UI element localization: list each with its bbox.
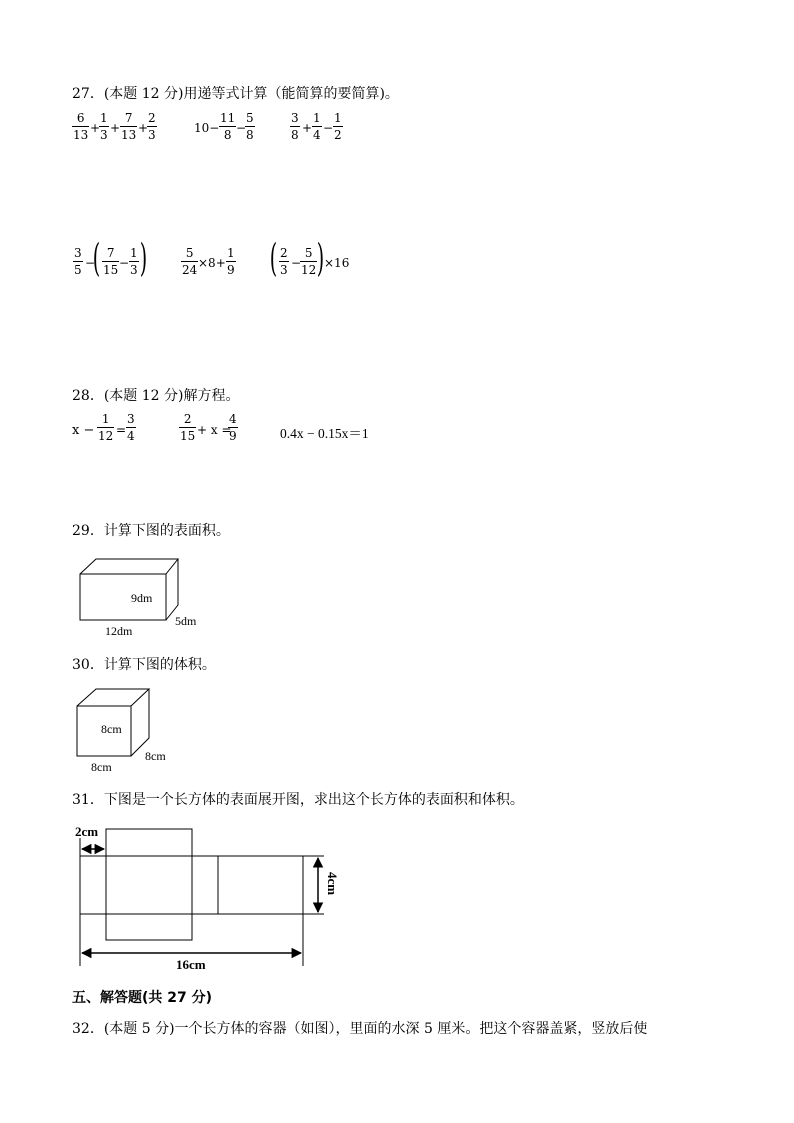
fraction: $\frac{5}{8}$ (246, 111, 254, 142)
left-parenthesis: ( (92, 236, 101, 280)
operator: + x = (197, 423, 232, 437)
q27-label: 27．(本题 12 分)用递等式计算（能简算的要简算)。 (72, 86, 399, 102)
fraction: $\frac{2}{3}$ (280, 246, 288, 277)
operator: ×8+ (198, 256, 226, 270)
fraction: $\frac{1}{3}$ (100, 111, 108, 142)
q28-equation-3: 0.4x − 0.15x＝1 (280, 426, 369, 441)
q31-label: 31．下图是一个长方体的表面展开图，求出这个长方体的表面积和体积。 (72, 792, 524, 808)
operator: 10− (194, 121, 220, 135)
operator: − (291, 256, 302, 270)
operator: − (236, 121, 247, 135)
fraction: $\frac{1}{2}$ (334, 111, 342, 142)
dimension-label-bottom: 16cm (176, 957, 206, 972)
operator: ×16 (324, 256, 350, 270)
right-parenthesis: ) (316, 236, 325, 280)
operator: = (116, 423, 127, 437)
cuboid-side-face (166, 559, 178, 620)
fraction: $\frac{3}{8}$ (291, 111, 299, 142)
q28-label: 28．(本题 12 分)解方程。 (72, 388, 240, 404)
fraction: $\frac{1}{9}$ (227, 246, 235, 277)
operator: − (85, 256, 96, 270)
cuboid-front-face (80, 574, 166, 620)
operator: x − (72, 423, 95, 438)
width-label: 5dm (175, 614, 197, 628)
length-label: 12dm (105, 624, 133, 638)
net-top-bottom-faces (106, 829, 192, 940)
fraction: $\frac{5}{24}$ (182, 246, 198, 277)
fraction: $\frac{1}{3}$ (130, 246, 138, 277)
fraction: $\frac{2}{3}$ (148, 111, 156, 142)
fraction: $\frac{7}{15}$ (103, 246, 119, 277)
cuboid-top-face (80, 559, 178, 574)
fraction: $\frac{1}{4}$ (313, 111, 321, 142)
operator: − (119, 256, 130, 270)
fraction: $\frac{2}{15}$ (180, 412, 196, 443)
fraction: $\frac{7}{13}$ (121, 111, 137, 142)
fraction: $\frac{3}{5}$ (74, 246, 82, 277)
operator: − (323, 121, 334, 135)
left-parenthesis: ( (269, 236, 278, 280)
fraction: $\frac{4}{9}$ (229, 412, 237, 443)
dimension-label-top: 2cm (75, 824, 99, 839)
operator: + (90, 121, 101, 135)
section-heading: 五、解答题(共 27 分) (72, 990, 213, 1006)
dimension-label-side: 4cm (325, 872, 340, 896)
cube-figure (70, 684, 190, 774)
operator: + (302, 121, 313, 135)
fraction: $\frac{5}{12}$ (301, 246, 317, 277)
q30-label: 30．计算下图的体积。 (72, 657, 216, 673)
net-diagram (70, 818, 350, 978)
cube-side-face (131, 689, 149, 756)
length-label: 8cm (91, 760, 112, 774)
operator: + (110, 121, 121, 135)
fraction: $\frac{11}{8}$ (220, 111, 236, 142)
height-label: 9dm (131, 591, 153, 605)
cube-top-face (77, 689, 149, 706)
fraction: $\frac{1}{12}$ (98, 412, 114, 443)
q29-label: 29．计算下图的表面积。 (72, 523, 230, 539)
width-label: 8cm (145, 749, 166, 763)
cuboid-figure (70, 552, 220, 642)
q32-label: 32．(本题 5 分)一个长方体的容器（如图），里面的水深 5 厘米。把这个容器盖紧，竖放后使 (72, 1021, 648, 1037)
operator: + (138, 121, 149, 135)
height-label: 8cm (101, 722, 122, 736)
fraction: $\frac{3}{4}$ (127, 412, 135, 443)
right-parenthesis: ) (139, 236, 148, 280)
fraction: $\frac{6}{13}$ (73, 111, 89, 142)
